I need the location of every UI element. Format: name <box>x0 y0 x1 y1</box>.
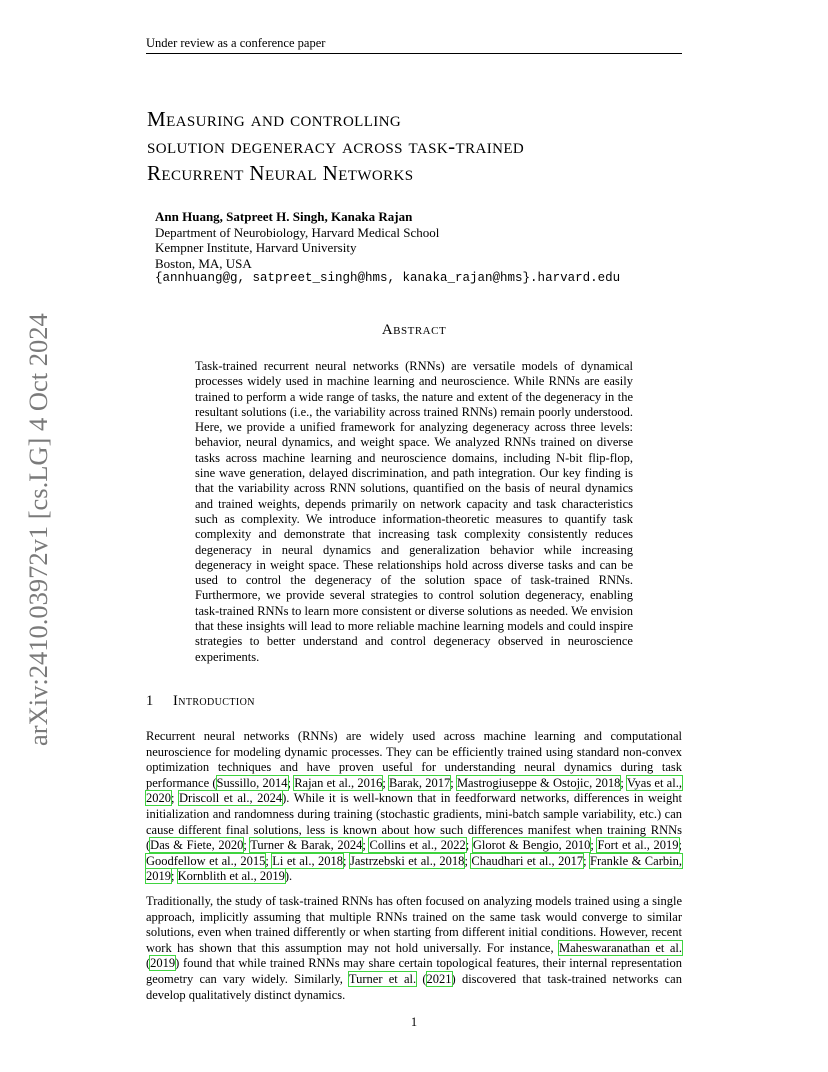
citation-link[interactable]: Glorot & Bengio, 2010 <box>472 838 591 853</box>
citation-link[interactable]: Frankle & Carbin, 2019 <box>146 853 682 884</box>
citation-link[interactable]: 2021 <box>426 971 452 986</box>
citation-separator: ; <box>382 775 390 790</box>
citation-link[interactable]: Kornblith et al., 2019 <box>177 869 285 884</box>
citation-link[interactable]: Li et al., 2018 <box>272 853 344 868</box>
affiliation-line-1: Department of Neurobiology, Harvard Medical School <box>155 224 440 240</box>
citation-link[interactable]: Das & Fiete, 2020 <box>150 838 244 853</box>
running-header <box>146 36 682 54</box>
citation-link[interactable]: Collins et al., 2022 <box>369 838 466 853</box>
citation-separator: ; <box>362 838 370 853</box>
citation-separator: ; <box>287 775 295 790</box>
title-line-3: Recurrent Neural Networks <box>147 161 414 185</box>
citation-separator: ; <box>343 853 350 868</box>
citation-separator: ; <box>171 869 178 884</box>
paper-title <box>147 106 707 187</box>
affiliation-line-3: Boston, MA, USA <box>155 255 252 271</box>
citation-link[interactable]: Barak, 2017 <box>389 775 451 790</box>
citation-separator: ( <box>416 971 427 986</box>
abstract-text: Task-trained recurrent neural networks (RNNs) are versatile models of dynamical processes widely used in machine learning and neuroscience. While RNNs are easily trained to perform a wide range of tasks, the nature and extent of the degeneracy in the resultant solutions (i.e., the variability across trained RNNs) remain poorly understood. Here, we provide a unified framework for analyzing degeneracy across three levels: behavior, neural dynamics, and weight space. We analyzed RNNs trained on diverse tasks across machine learning and neuroscience domains, including N-bit flip-flop, sine wave generation, delayed discrimination, and path integration. Our key finding is that the variability across RNN solutions, quantified on the basis of neural dynamics and trained weights, depends primarily on network capacity and task characteristics such as complexity. We introduce information-theoretic measures to quantify task complexity and demonstrate that increasing task complexity consistently reduces degeneracy in neural dynamics and generalization behavior while increasing degeneracy in weight space. These relationships hold across diverse tasks and can be used to control the degeneracy of the solution space of task-trained RNNs. Furthermore, we provide several strategies to control solution degeneracy, enabling task-trained RNNs to learn more consistent or diverse solutions as needed. We envision that these insights will lead to more reliable machine learning models and could inspire strategies to better understand and control degeneracy observed in neuroscience experiments. <box>195 359 633 664</box>
citation-separator: ; <box>450 775 457 790</box>
citation-link[interactable]: Vyas et al., 2020 <box>146 775 682 806</box>
citation-link[interactable]: Fort et al., 2019 <box>597 838 679 853</box>
citation-link[interactable]: Chaudhari et al., 2017 <box>471 853 584 868</box>
citation-separator: ; <box>243 838 251 853</box>
arxiv-identifier: arXiv:2410.03972v1 [cs.LG] 4 Oct 2024 <box>23 313 53 746</box>
introduction-body <box>146 729 682 1012</box>
citation-link[interactable]: Sussillo, 2014 <box>216 775 288 790</box>
citation-link[interactable]: Turner et al. <box>348 971 417 986</box>
citation-separator: ; <box>171 791 179 806</box>
citation-link[interactable]: Turner & Barak, 2024 <box>250 838 363 853</box>
citation-link[interactable]: Driscoll et al., 2024 <box>179 791 283 806</box>
author-names: Ann Huang, Satpreet H. Singh, Kanaka Rajan <box>155 209 413 224</box>
running-header-text: Under review as a conference paper <box>146 36 326 50</box>
intro-paragraph-1 <box>146 729 682 885</box>
title-line-1: Measuring and controlling <box>147 107 402 131</box>
citation-link[interactable]: Mastrogiuseppe & Ostojic, 2018 <box>456 775 621 790</box>
citation-separator: ; <box>620 775 627 790</box>
citation-link[interactable]: 2019 <box>150 956 176 971</box>
citation-separator: ; <box>678 838 682 853</box>
author-emails: {annhuang@g, satpreet_singh@hms, kanaka_rajan@hms}.harvard.edu <box>155 271 621 285</box>
affiliation-line-2: Kempner Institute, Harvard University <box>155 240 357 255</box>
title-line-2: solution degeneracy across task-trained <box>147 134 525 158</box>
citation-separator: ; <box>265 853 273 868</box>
citation-separator: ; <box>464 853 472 868</box>
paragraph-text: ) discovered that task-trained networks can develop qualitatively distinct dynamics. <box>146 971 682 1002</box>
paragraph-text: ) found that while trained RNNs may share certain topological features, their internal representation geometry can vary widely. Similarly, <box>146 956 682 986</box>
section-number: 1 <box>146 693 154 709</box>
citation-link[interactable]: Jastrzebski et al., 2018 <box>349 853 465 868</box>
paragraph-text: Traditionally, the study of task-trained RNNs has often focused on analyzing models trained using a single approach, implicitly assuming that multiple RNNs trained on the same task would converge to similar solutions, even when trained differently or when starting from different initial conditions. However, recent work has shown that this assumption may not hold universally. For instance, <box>146 893 682 955</box>
paragraph-text: ). While it is well-known that in feedforward networks, differences in weight initialization and randomness during training (stochastic gradients, mini-batch sample variability, etc.) can cause different final solutions, less is known about how such differences manifest when training RNNs ( <box>146 791 682 853</box>
arxiv-side-stamp <box>16 296 60 746</box>
citation-link[interactable]: Rajan et al., 2016 <box>294 775 383 790</box>
citation-separator: ; <box>590 838 598 853</box>
citation-link[interactable]: Maheswaranathan et al. <box>559 940 682 955</box>
citation-separator: ; <box>583 853 590 868</box>
citation-separator: ( <box>146 956 151 971</box>
author-block <box>155 209 675 287</box>
abstract-heading: Abstract <box>381 322 447 338</box>
citation-separator: ; <box>465 838 473 853</box>
paragraph-text: ). <box>284 869 293 884</box>
citation-link[interactable]: Goodfellow et al., 2015 <box>146 853 266 868</box>
intro-paragraph-2 <box>146 894 682 1003</box>
section-title: Introduction <box>173 693 255 709</box>
page-number: 1 <box>410 1015 418 1029</box>
section-heading-introduction <box>146 693 682 710</box>
paragraph-text: Recurrent neural networks (RNNs) are widely used across machine learning and computational neuroscience for modeling dynamic processes. They can be efficiently trained using standard non-convex optimization techniques and have proven useful for understanding neural dynamics during task performance ( <box>146 729 682 790</box>
